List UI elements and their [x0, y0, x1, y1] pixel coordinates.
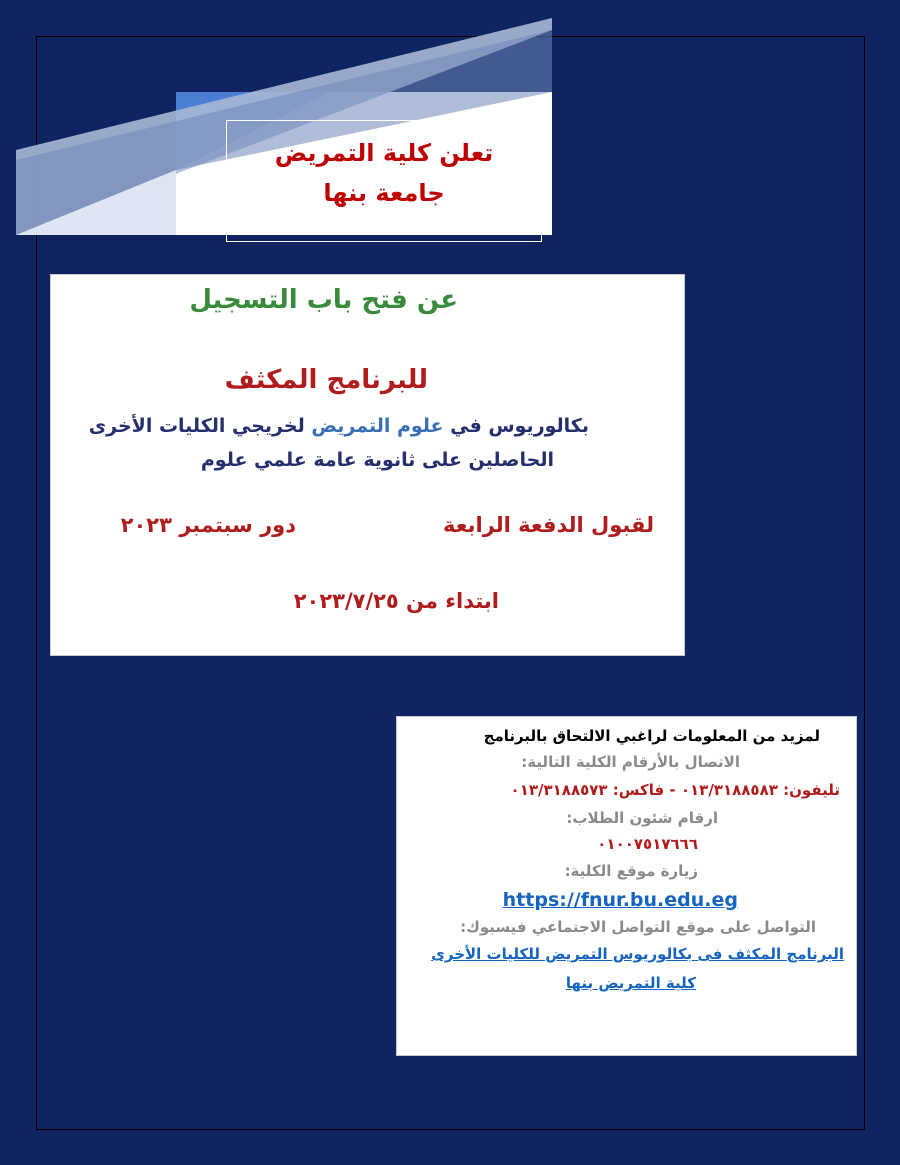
phone-fax-line: تليفون: ٠١٣/٣١٨٨٥٨٣ - فاكس: ٠١٣/٣١٨٨٥٧٣ — [510, 781, 840, 799]
student-affairs-label: ارقام شئون الطلاب: — [566, 809, 718, 827]
registration-title: عن فتح باب التسجيل — [189, 285, 458, 315]
program-title: للبرنامج المكثف — [224, 365, 428, 395]
bachelor-suffix: لخريجي الكليات الأخرى — [88, 415, 312, 437]
contact-card — [396, 716, 857, 1056]
round-line: دور سبتمبر ٢٠٢٣ — [120, 513, 296, 537]
student-affairs-number: ٠١٠٠٧٥١٧٦٦٦ — [597, 835, 698, 853]
facebook-link-faculty[interactable]: كلية التمريض بنها — [565, 974, 696, 992]
more-info-heading: لمزيد من المعلومات لراغبي الالتحاق بالبرنامج — [483, 727, 820, 745]
header-title-line1: تعلن كلية التمريض — [274, 139, 494, 167]
announcement-card — [50, 274, 685, 656]
bachelor-highlight: علوم التمريض — [311, 415, 444, 437]
facebook-link-program[interactable]: البرنامج المكثف فى بكالوريوس التمريض للكليات الأخرى — [431, 945, 844, 963]
bachelor-line — [89, 415, 589, 437]
header-title-box — [226, 120, 542, 242]
start-date-line: ابتداء من ٢٠٢٣/٧/٢٥ — [293, 589, 499, 613]
call-label: الاتصال بالأرقام الكلية التالية: — [521, 753, 740, 771]
visit-label: زيارة موقع الكلية: — [564, 862, 698, 880]
bachelor-prefix: بكالوريوس في — [443, 415, 589, 437]
header-title-line2: جامعة بنها — [323, 179, 445, 207]
social-label: التواصل على موقع التواصل الاجتماعي فيسبوك: — [460, 918, 816, 936]
batch-line: لقبول الدفعة الرابعة — [443, 513, 654, 537]
website-link[interactable]: https://fnur.bu.edu.eg — [502, 889, 738, 911]
holders-line: الحاصلين على ثانوية عامة علمي علوم — [200, 449, 554, 471]
